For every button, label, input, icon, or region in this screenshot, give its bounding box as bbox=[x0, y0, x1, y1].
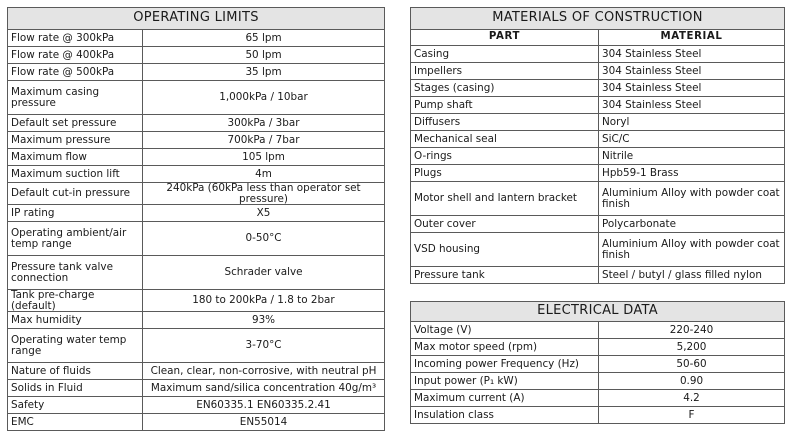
materials-part-cell: Mechanical seal bbox=[411, 131, 599, 148]
operating-limits-row bbox=[8, 183, 385, 205]
operating-limits-row bbox=[8, 166, 385, 183]
operating-limits-row bbox=[8, 149, 385, 166]
electrical-value-cell: 4.2 bbox=[599, 390, 785, 407]
materials-material-cell: Steel / butyl / glass filled nylon bbox=[599, 267, 785, 284]
operating-limits-row bbox=[8, 30, 385, 47]
operating-limits-value-cell: EN55014 bbox=[143, 414, 385, 431]
materials-row bbox=[411, 97, 785, 114]
operating-limits-row bbox=[8, 205, 385, 222]
electrical-value-cell: 50-60 bbox=[599, 356, 785, 373]
materials-part-cell: Outer cover bbox=[411, 216, 599, 233]
operating-limits-label-cell: Maximum suction lift bbox=[8, 166, 143, 183]
materials-part-cell: Impellers bbox=[411, 63, 599, 80]
electrical-row bbox=[411, 390, 785, 407]
electrical-row bbox=[411, 407, 785, 424]
materials-material-cell: 304 Stainless Steel bbox=[599, 46, 785, 63]
operating-limits-label-cell: Safety bbox=[8, 397, 143, 414]
electrical-value-cell: 0.90 bbox=[599, 373, 785, 390]
materials-part-cell: Casing bbox=[411, 46, 599, 63]
electrical-label-cell: Maximum current (A) bbox=[411, 390, 599, 407]
operating-limits-value-cell: 240kPa (60kPa less than operator set pressure) bbox=[143, 183, 385, 205]
operating-limits-row bbox=[8, 380, 385, 397]
materials-row bbox=[411, 46, 785, 63]
operating-limits-label-cell: EMC bbox=[8, 414, 143, 431]
electrical-value-cell: 5,200 bbox=[599, 339, 785, 356]
materials-material-cell: Polycarbonate bbox=[599, 216, 785, 233]
materials-row bbox=[411, 80, 785, 97]
electrical-row bbox=[411, 322, 785, 339]
materials-row bbox=[411, 63, 785, 80]
operating-limits-label-cell: Nature of fluids bbox=[8, 363, 143, 380]
materials-row bbox=[411, 182, 785, 216]
operating-limits-row bbox=[8, 329, 385, 363]
materials-material-cell: Hpb59-1 Brass bbox=[599, 165, 785, 182]
operating-limits-row bbox=[8, 312, 385, 329]
materials-row bbox=[411, 148, 785, 165]
operating-limits-label-cell: Flow rate @ 300kPa bbox=[8, 30, 143, 47]
operating-limits-label-cell: Pressure tank valve connection bbox=[8, 256, 143, 290]
operating-limits-row bbox=[8, 81, 385, 115]
materials-material-cell: 304 Stainless Steel bbox=[599, 63, 785, 80]
operating-limits-row bbox=[8, 132, 385, 149]
electrical-value-cell: 220-240 bbox=[599, 322, 785, 339]
materials-part-cell: Pump shaft bbox=[411, 97, 599, 114]
operating-limits-value-cell: Maximum sand/silica concentration 40g/m³ bbox=[143, 380, 385, 397]
operating-limits-value-cell: 93% bbox=[143, 312, 385, 329]
electrical-row bbox=[411, 373, 785, 390]
materials-row bbox=[411, 216, 785, 233]
materials-material-cell: Aluminium Alloy with powder coat finish bbox=[599, 182, 785, 216]
electrical-row bbox=[411, 339, 785, 356]
electrical-value-cell: F bbox=[599, 407, 785, 424]
operating-limits-label-cell: IP rating bbox=[8, 205, 143, 222]
electrical-data-table bbox=[410, 301, 785, 424]
materials-part-cell: Motor shell and lantern bracket bbox=[411, 182, 599, 216]
operating-limits-value-cell: 180 to 200kPa / 1.8 to 2bar bbox=[143, 290, 385, 312]
electrical-row bbox=[411, 356, 785, 373]
operating-limits-label-cell: Maximum casing pressure bbox=[8, 81, 143, 115]
operating-limits-value-cell: X5 bbox=[143, 205, 385, 222]
materials-material-cell: 304 Stainless Steel bbox=[599, 80, 785, 97]
operating-limits-label-cell: Operating water temp range bbox=[8, 329, 143, 363]
materials-row bbox=[411, 131, 785, 148]
operating-limits-label-cell: Flow rate @ 500kPa bbox=[8, 64, 143, 81]
operating-limits-value-cell: EN60335.1 EN60335.2.41 bbox=[143, 397, 385, 414]
operating-limits-label-cell: Max humidity bbox=[8, 312, 143, 329]
operating-limits-value-cell: 105 lpm bbox=[143, 149, 385, 166]
electrical-title: ELECTRICAL DATA bbox=[411, 302, 785, 322]
operating-limits-row bbox=[8, 256, 385, 290]
materials-table bbox=[410, 7, 785, 284]
materials-row bbox=[411, 165, 785, 182]
materials-part-cell: VSD housing bbox=[411, 233, 599, 267]
operating-limits-label-cell: Solids in Fluid bbox=[8, 380, 143, 397]
materials-title: MATERIALS OF CONSTRUCTION bbox=[411, 8, 785, 30]
operating-limits-label-cell: Default cut-in pressure bbox=[8, 183, 143, 205]
operating-limits-row bbox=[8, 363, 385, 380]
operating-limits-label-cell: Operating ambient/air temp range bbox=[8, 222, 143, 256]
electrical-label-cell: Max motor speed (rpm) bbox=[411, 339, 599, 356]
materials-material-cell: Noryl bbox=[599, 114, 785, 131]
materials-material-cell: Nitrile bbox=[599, 148, 785, 165]
operating-limits-row bbox=[8, 222, 385, 256]
operating-limits-table bbox=[7, 7, 385, 431]
operating-limits-row bbox=[8, 64, 385, 81]
operating-limits-value-cell: 50 lpm bbox=[143, 47, 385, 64]
materials-part-cell: O-rings bbox=[411, 148, 599, 165]
operating-limits-row bbox=[8, 47, 385, 64]
operating-limits-row bbox=[8, 397, 385, 414]
materials-row bbox=[411, 267, 785, 284]
operating-limits-label-cell: Maximum flow bbox=[8, 149, 143, 166]
electrical-label-cell: Voltage (V) bbox=[411, 322, 599, 339]
operating-limits-row bbox=[8, 115, 385, 132]
materials-material-cell: Aluminium Alloy with powder coat finish bbox=[599, 233, 785, 267]
operating-limits-row bbox=[8, 290, 385, 312]
materials-material-cell: SiC/C bbox=[599, 131, 785, 148]
materials-part-cell: Diffusers bbox=[411, 114, 599, 131]
operating-limits-value-cell: Schrader valve bbox=[143, 256, 385, 290]
electrical-label-cell: Insulation class bbox=[411, 407, 599, 424]
materials-col-material: MATERIAL bbox=[599, 30, 785, 46]
operating-limits-label-cell: Tank pre-charge (default) bbox=[8, 290, 143, 312]
materials-part-cell: Stages (casing) bbox=[411, 80, 599, 97]
materials-row bbox=[411, 114, 785, 131]
operating-limits-row bbox=[8, 414, 385, 431]
operating-limits-value-cell: 3-70°C bbox=[143, 329, 385, 363]
operating-limits-value-cell: 300kPa / 3bar bbox=[143, 115, 385, 132]
materials-part-cell: Pressure tank bbox=[411, 267, 599, 284]
operating-limits-title: OPERATING LIMITS bbox=[8, 8, 385, 30]
materials-row bbox=[411, 233, 785, 267]
operating-limits-label-cell: Maximum pressure bbox=[8, 132, 143, 149]
operating-limits-value-cell: 700kPa / 7bar bbox=[143, 132, 385, 149]
operating-limits-value-cell: Clean, clear, non-corrosive, with neutral pH bbox=[143, 363, 385, 380]
operating-limits-value-cell: 65 lpm bbox=[143, 30, 385, 47]
electrical-label-cell: Input power (P₁ kW) bbox=[411, 373, 599, 390]
operating-limits-value-cell: 1,000kPa / 10bar bbox=[143, 81, 385, 115]
operating-limits-label-cell: Default set pressure bbox=[8, 115, 143, 132]
operating-limits-value-cell: 35 lpm bbox=[143, 64, 385, 81]
operating-limits-value-cell: 0-50°C bbox=[143, 222, 385, 256]
materials-col-part: PART bbox=[411, 30, 599, 46]
operating-limits-value-cell: 4m bbox=[143, 166, 385, 183]
operating-limits-label-cell: Flow rate @ 400kPa bbox=[8, 47, 143, 64]
electrical-label-cell: Incoming power Frequency (Hz) bbox=[411, 356, 599, 373]
materials-part-cell: Plugs bbox=[411, 165, 599, 182]
materials-material-cell: 304 Stainless Steel bbox=[599, 97, 785, 114]
